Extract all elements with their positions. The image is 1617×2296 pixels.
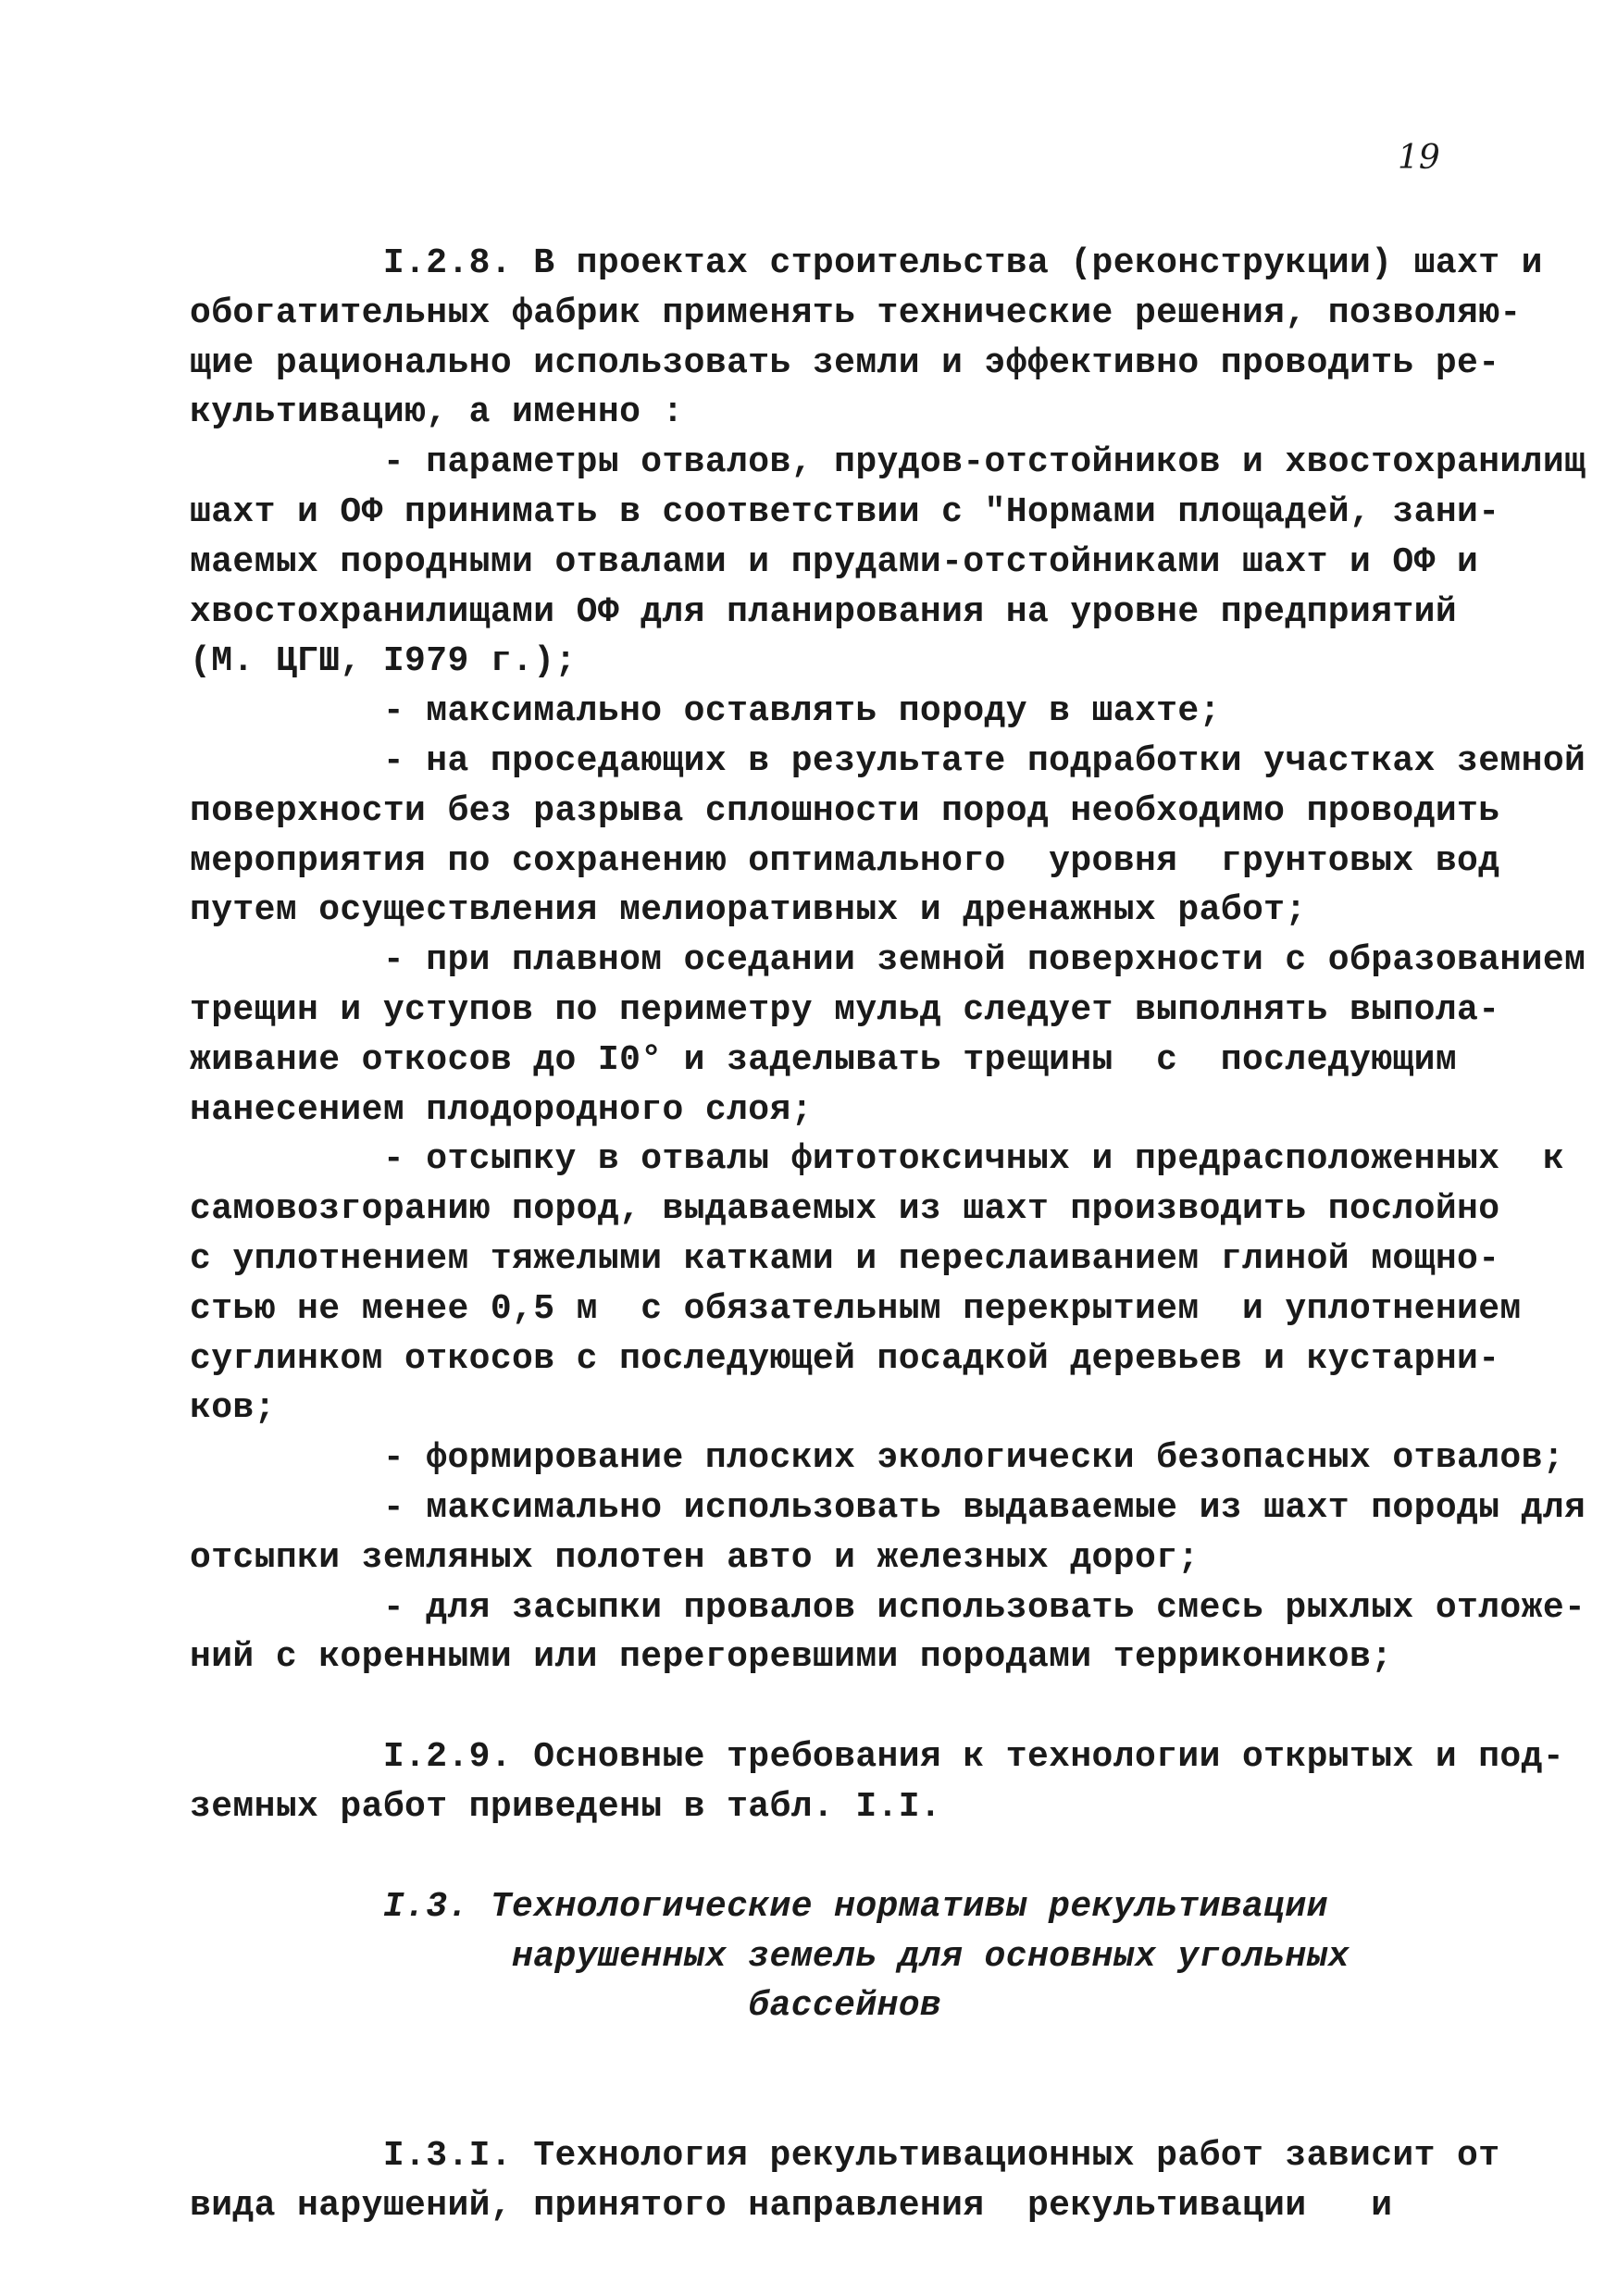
text-line: ний с коренными или перегоревшими породами террикоников; (190, 1637, 1393, 1678)
text-line: - отсыпку в отвалы фитотоксичных и предрасположенных к (190, 1139, 1565, 1180)
section-heading-1-3 (190, 1882, 1439, 2031)
text-line: вида нарушений, принятого направления рекультивации и (190, 2185, 1393, 2226)
heading-line: бассейнов (190, 1986, 942, 2027)
spacer (190, 2031, 1439, 2081)
text-line: поверхности без разрыва сплошности пород необходимо проводить (190, 790, 1500, 831)
text-line: отсыпки земляных полотен авто и железных дорог; (190, 1537, 1200, 1578)
text-line: стью не менее 0,5 м с обязательным перекрытием и уплотнением (190, 1288, 1522, 1329)
text-line: хвостохранилищами ОФ для планирования на уровне предприятий (190, 591, 1458, 632)
heading-line: I.3. Технологические нормативы рекультивации (190, 1886, 1328, 1927)
text-line: - формирование плоских экологически безопасных отвалов; (190, 1438, 1565, 1479)
text-line: I.2.9. Основные требования к технологии открытых и под- (190, 1737, 1565, 1778)
text-line: самовозгоранию пород, выдаваемых из шахт производить послойно (190, 1189, 1500, 1230)
text-line: культивацию, а именно : (190, 392, 684, 433)
text-line: - параметры отвалов, прудов-отстойников и хвостохранилищ (190, 442, 1586, 483)
text-line: путем осуществления мелиоративных и дренажных работ; (190, 890, 1307, 931)
text-line: живание откосов до I0° и заделывать трещины с последующим (190, 1039, 1458, 1080)
text-line: щие рационально использовать земли и эффективно проводить ре- (190, 342, 1500, 383)
text-line: земных работ приведены в табл. I.I. (190, 1786, 942, 1827)
spacer (190, 1832, 1439, 1882)
text-line: - при плавном оседании земной поверхности с образованием (190, 940, 1586, 981)
text-line: I.2.8. В проектах строительства (реконструкции) шахт и (190, 243, 1543, 283)
page-number: 19 (1398, 139, 1440, 177)
text-line: - на проседающих в результате подработки участках земной (190, 740, 1586, 781)
paragraph-1-2-8 (190, 239, 1586, 1682)
paragraph-1-2-9 (190, 1732, 1565, 1832)
text-line: - для засыпки провалов использовать смесь рыхлых отложе- (190, 1587, 1586, 1628)
text-line: шахт и ОФ принимать в соответствии с "Нормами площадей, зани- (190, 491, 1500, 532)
text-line: - максимально использовать выдаваемые из шахт породы для (190, 1487, 1586, 1528)
text-line: (М. ЦГШ, I979 г.); (190, 641, 577, 682)
spacer (190, 2081, 1439, 2131)
text-line: трещин и уступов по периметру мульд следует выполнять выпола- (190, 989, 1500, 1030)
paragraph-1-3-1 (190, 2131, 1500, 2231)
text-line: ков; (190, 1388, 276, 1429)
text-line: обогатительных фабрик применять технические решения, позволяю- (190, 292, 1522, 333)
text-line: маемых породными отвалами и прудами-отстойниками шахт и ОФ и (190, 541, 1479, 582)
text-line: с уплотнением тяжелыми катками и переслаиванием глиной мощно- (190, 1238, 1500, 1279)
text-line: I.3.I. Технология рекультивационных работ зависит от (190, 2136, 1500, 2177)
spacer (190, 1682, 1439, 1732)
text-line: нанесением плодородного слоя; (190, 1089, 813, 1130)
heading-line: нарушенных земель для основных угольных (190, 1936, 1350, 1977)
text-line: мероприятия по сохранению оптимального уровня грунтовых вод (190, 840, 1500, 881)
document-body (190, 239, 1586, 2231)
text-line: - максимально оставлять породу в шахте; (190, 691, 1221, 732)
text-line: суглинком откосов с последующей посадкой деревьев и кустарни- (190, 1338, 1500, 1379)
